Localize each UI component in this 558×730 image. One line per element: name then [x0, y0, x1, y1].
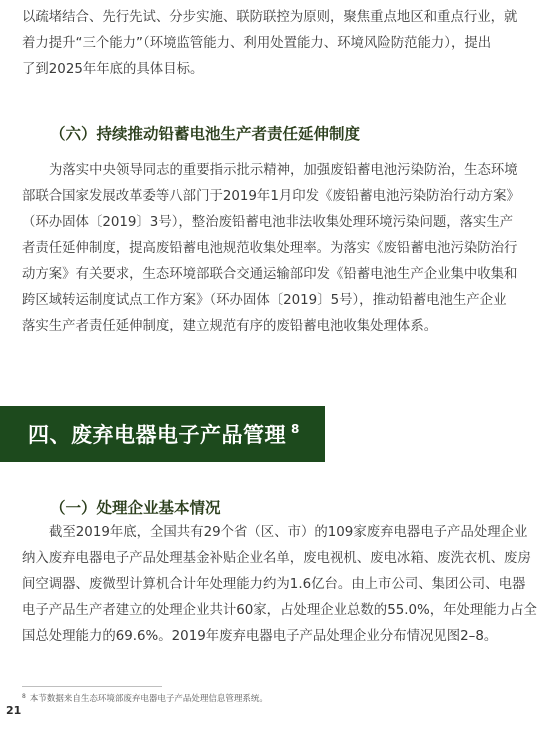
footnote-text: 本节数据来自生态环境部废弃电器电子产品处理信息管理系统。: [29, 694, 268, 704]
chapter-title-text: 四、废弃电器电子产品管理: [28, 423, 286, 447]
text-line: 落实生产者责任延伸制度，建立规范有序的废铅蓄电池收集处理体系。: [22, 319, 438, 334]
text-line: 者责任延伸制度，提高废铅蓄电池规范收集处理率。为落实《废铅蓄电池污染防治行: [22, 241, 518, 256]
text-line: 为落实中央领导同志的重要指示批示精神，加强废铅蓄电池污染防治，生态环境: [49, 163, 518, 178]
chapter-title: [28, 419, 300, 449]
text-line: 以疏堵结合、先行先试、分步实施、联防联控为原则，聚焦重点地区和重点行业，就: [22, 10, 518, 25]
footnote-divider: [22, 686, 162, 687]
text-line: 跨区域转运制度试点工作方案》（环办固体〔2019〕5号），推动铅蓄电池生产企业: [22, 293, 507, 308]
section-1-paragraph: [22, 520, 538, 650]
text-line: 着力提升“三个能力”（环境监管能力、利用处置能力、环境风险防范能力），提出: [22, 36, 492, 51]
text-line: （环办固体〔2019〕3号），整治废铅蓄电池非法收集处理环境污染问题，落实生产: [22, 215, 514, 230]
footnote: [22, 692, 268, 704]
section-6-paragraph: [22, 158, 538, 340]
footnote-reference[interactable]: 8: [291, 422, 300, 436]
page-number: 21: [6, 704, 22, 717]
text-line: 电子产品生产者建立的处理企业共计60家，占处理企业总数的55.0%，年处理能力占全: [22, 603, 537, 618]
section-heading-1: （一）处理企业基本情况: [50, 499, 221, 517]
text-line: 间空调器、废微型计算机合计年处理能力约为1.6亿台。由上市公司、集团公司、电器: [22, 577, 526, 592]
section-heading-6: （六）持续推动铅蓄电池生产者责任延伸制度: [50, 125, 361, 143]
chapter-banner: [0, 406, 325, 462]
text-line: 截至2019年底，全国共有29个省（区、市）的109家废弃电器电子产品处理企业: [49, 525, 528, 540]
intro-paragraph: [22, 5, 538, 83]
text-line: 动方案》有关要求，生态环境部联合交通运输部印发《铅蓄电池生产企业集中收集和: [22, 267, 518, 282]
text-line: 纳入废弃电器电子产品处理基金补贴企业名单，废电视机、废电冰箱、废洗衣机、废房: [22, 551, 531, 566]
text-line: 了到2025年年底的具体目标。: [22, 62, 204, 77]
text-line: 国总处理能力的69.6%。2019年废弃电器电子产品处理企业分布情况见图2–8。: [22, 629, 498, 644]
text-line: 部联合国家发展改革委等八部门于2019年1月印发《废铅蓄电池污染防治行动方案》: [22, 189, 520, 204]
footnote-marker: 8: [22, 693, 26, 700]
